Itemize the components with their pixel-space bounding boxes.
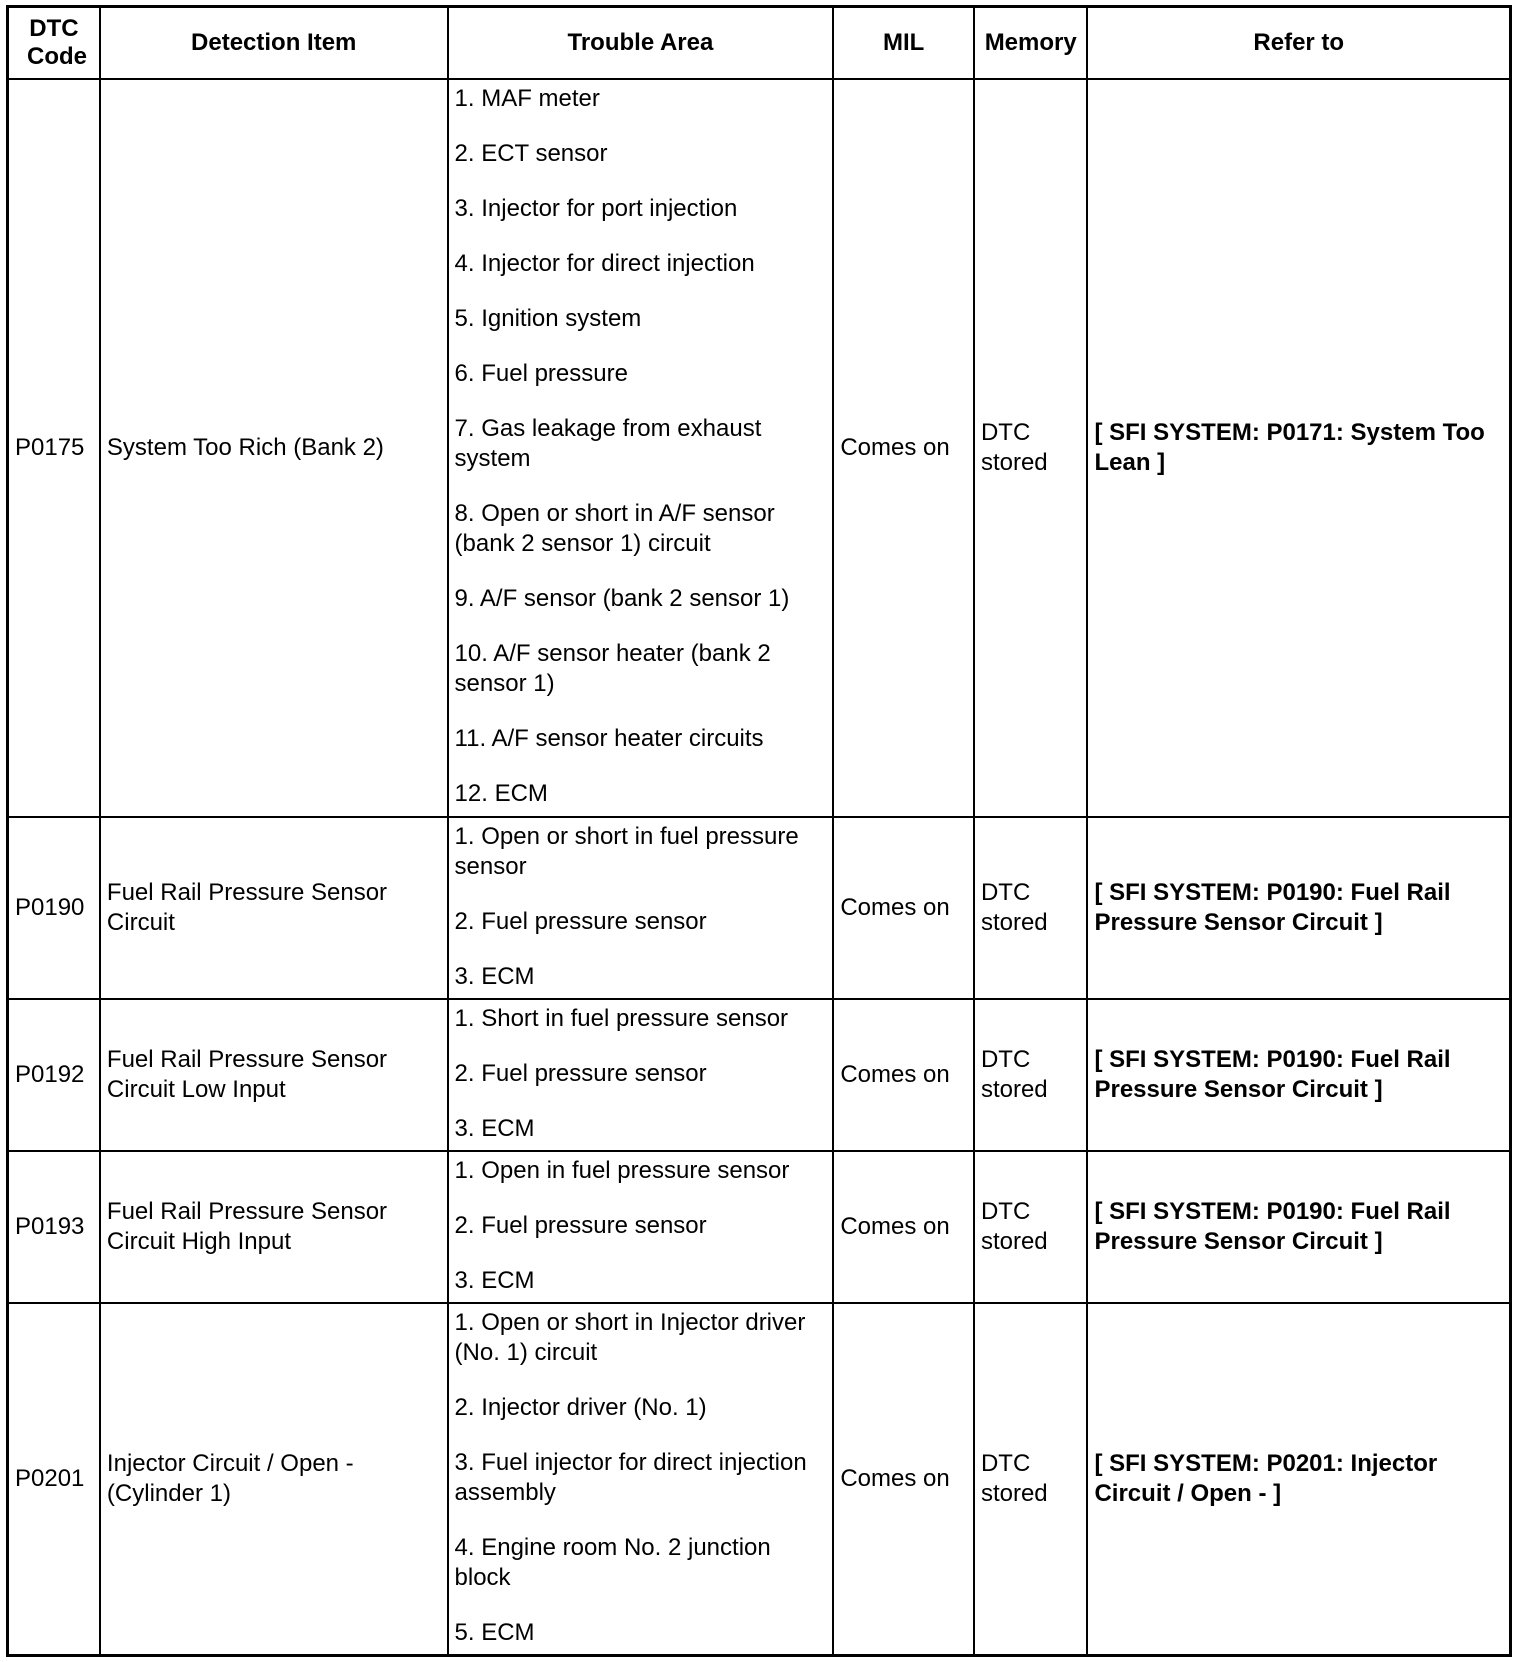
memory-status: DTC stored xyxy=(974,79,1088,817)
dtc-code: P0193 xyxy=(8,1151,100,1303)
mil-status: Comes on xyxy=(833,1303,974,1655)
trouble-area-item: 5. ECM xyxy=(454,1619,535,1646)
header-detection-item: Detection Item xyxy=(100,7,448,80)
detection-item: System Too Rich (Bank 2) xyxy=(100,79,448,817)
trouble-area-item: 2. Fuel pressure sensor xyxy=(454,1060,707,1087)
table-row xyxy=(8,79,1511,817)
trouble-area-list xyxy=(449,80,833,811)
mil-status: Comes on xyxy=(833,999,974,1151)
trouble-area xyxy=(448,79,834,817)
header-trouble-area: Trouble Area xyxy=(448,7,834,80)
trouble-area-item: 3. ECM xyxy=(454,1115,535,1142)
trouble-area-item: 1. Open in fuel pressure sensor xyxy=(454,1157,790,1184)
table-row xyxy=(8,1303,1511,1655)
trouble-area-item: 1. MAF meter xyxy=(454,85,600,112)
header-refer-to: Refer to xyxy=(1087,7,1510,80)
trouble-area-item: 8. Open or short in A/F sensor (bank 2 sensor 1) circuit xyxy=(454,500,775,557)
trouble-area-item: 10. A/F sensor heater (bank 2 sensor 1) xyxy=(454,640,771,697)
memory-status: DTC stored xyxy=(974,817,1088,999)
refer-to-link[interactable]: [ SFI SYSTEM: P0201: Injector Circuit / Open - ] xyxy=(1087,1303,1510,1655)
trouble-area-item: 2. ECT sensor xyxy=(454,140,608,167)
trouble-area-list xyxy=(449,1000,833,1146)
trouble-area-item: 4. Engine room No. 2 junction block xyxy=(454,1534,771,1591)
header-dtc-code: DTC Code xyxy=(8,7,100,80)
refer-to-link[interactable]: [ SFI SYSTEM: P0190: Fuel Rail Pressure Sensor Circuit ] xyxy=(1087,999,1510,1151)
table-row xyxy=(8,1151,1511,1303)
refer-to-link[interactable]: [ SFI SYSTEM: P0190: Fuel Rail Pressure Sensor Circuit ] xyxy=(1087,817,1510,999)
trouble-area xyxy=(448,999,834,1151)
trouble-area-item: 3. ECM xyxy=(454,963,535,990)
dtc-code: P0190 xyxy=(8,817,100,999)
detection-item: Injector Circuit / Open - (Cylinder 1) xyxy=(100,1303,448,1655)
trouble-area-list xyxy=(449,1304,833,1650)
trouble-area-item: 2. Fuel pressure sensor xyxy=(454,908,707,935)
header-row xyxy=(8,7,1511,80)
header-memory: Memory xyxy=(974,7,1088,80)
trouble-area-item: 5. Ignition system xyxy=(454,305,642,332)
trouble-area-item: 2. Injector driver (No. 1) xyxy=(454,1394,707,1421)
trouble-area-item: 11. A/F sensor heater circuits xyxy=(454,725,764,752)
memory-status: DTC stored xyxy=(974,1303,1088,1655)
mil-status: Comes on xyxy=(833,817,974,999)
trouble-area-item: 3. ECM xyxy=(454,1267,535,1294)
refer-to-link[interactable]: [ SFI SYSTEM: P0171: System Too Lean ] xyxy=(1087,79,1510,817)
dtc-table xyxy=(6,5,1512,1657)
dtc-code: P0201 xyxy=(8,1303,100,1655)
trouble-area-item: 4. Injector for direct injection xyxy=(454,250,755,277)
trouble-area-list xyxy=(449,1152,833,1298)
trouble-area-item: 9. A/F sensor (bank 2 sensor 1) xyxy=(454,585,790,612)
trouble-area-item: 2. Fuel pressure sensor xyxy=(454,1212,707,1239)
table-row xyxy=(8,817,1511,999)
trouble-area-item: 1. Short in fuel pressure sensor xyxy=(454,1005,789,1032)
trouble-area-item: 3. Injector for port injection xyxy=(454,195,738,222)
trouble-area xyxy=(448,1151,834,1303)
memory-status: DTC stored xyxy=(974,999,1088,1151)
memory-status: DTC stored xyxy=(974,1151,1088,1303)
trouble-area xyxy=(448,817,834,999)
detection-item: Fuel Rail Pressure Sensor Circuit Low Input xyxy=(100,999,448,1151)
trouble-area-item: 1. Open or short in Injector driver (No. 1) circuit xyxy=(454,1309,806,1366)
trouble-area-item: 6. Fuel pressure xyxy=(454,360,628,387)
trouble-area-item: 7. Gas leakage from exhaust system xyxy=(454,415,762,472)
trouble-area-item: 1. Open or short in fuel pressure sensor xyxy=(454,823,799,880)
dtc-code: P0175 xyxy=(8,79,100,817)
header-mil: MIL xyxy=(833,7,974,80)
refer-to-link[interactable]: [ SFI SYSTEM: P0190: Fuel Rail Pressure Sensor Circuit ] xyxy=(1087,1151,1510,1303)
mil-status: Comes on xyxy=(833,79,974,817)
detection-item: Fuel Rail Pressure Sensor Circuit xyxy=(100,817,448,999)
trouble-area-item: 12. ECM xyxy=(454,780,548,807)
dtc-code: P0192 xyxy=(8,999,100,1151)
trouble-area xyxy=(448,1303,834,1655)
trouble-area-item: 3. Fuel injector for direct injection assembly xyxy=(454,1449,807,1506)
mil-status: Comes on xyxy=(833,1151,974,1303)
trouble-area-list xyxy=(449,818,833,994)
detection-item: Fuel Rail Pressure Sensor Circuit High Input xyxy=(100,1151,448,1303)
table-row xyxy=(8,999,1511,1151)
